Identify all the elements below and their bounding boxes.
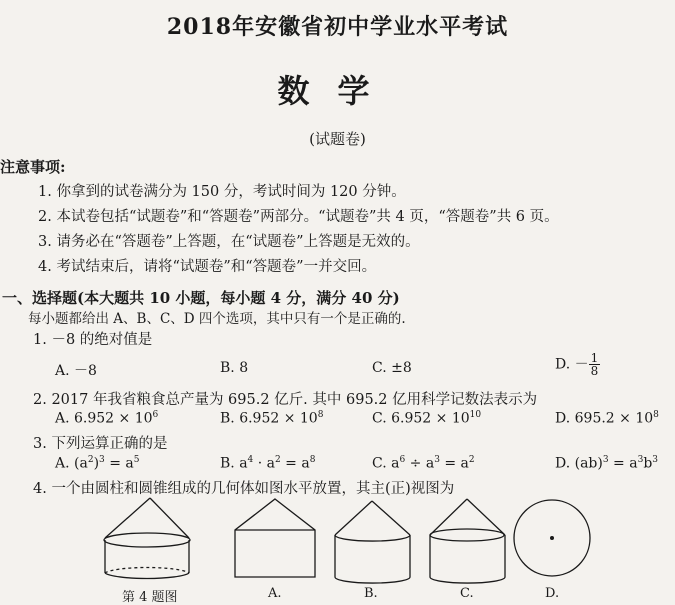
option-exponent: 10	[469, 410, 482, 420]
expr-exp: 5	[133, 455, 140, 465]
question-2-option-d	[555, 410, 659, 427]
notes-heading: 注意事项:	[0, 158, 66, 176]
expr-exp: 3	[602, 455, 609, 465]
expr-exp: 6	[399, 455, 406, 465]
question-1-option-d	[555, 352, 600, 377]
exam-title: 2018年安徽省初中学业水平考试	[166, 14, 509, 40]
note-item-1: 1. 你拿到的试卷满分为 150 分，考试时间为 120 分钟。	[38, 184, 406, 200]
question-3-option-c	[372, 455, 475, 472]
paper-type-label: (试题卷)	[309, 130, 366, 148]
option-base: C. 6.952 × 10	[372, 410, 470, 427]
option-b-figure	[335, 501, 410, 583]
question-2-option-c	[372, 410, 481, 427]
question-3-stem: 3. 下列运算正确的是	[33, 436, 168, 452]
option-c-label: C.	[460, 586, 474, 601]
expr-exp: 4	[247, 455, 254, 465]
note-item-4: 4. 考试结束后，请将“试题卷”和“答题卷”一并交回。	[38, 259, 377, 275]
expr-exp: 3	[637, 455, 644, 465]
question-4-stem: 4. 一个由圆柱和圆锥组成的几何体如图水平放置，其主(正)视图为	[33, 481, 455, 497]
expr-exp: 2	[274, 455, 281, 465]
question-3-option-b	[220, 455, 315, 472]
fraction	[589, 352, 601, 377]
option-d-label: D.	[545, 586, 560, 601]
expr-part: = a	[104, 455, 134, 472]
expr-exp: 3	[434, 455, 440, 465]
expr-part: )	[93, 455, 100, 472]
expr-exp: 3	[99, 455, 105, 465]
section-intro: 每小题都给出 A、B、C、D 四个选项，其中只有一个是正确的.	[28, 311, 406, 327]
question-1-option-a: A. －8	[55, 363, 97, 379]
expr-part: D. (ab)	[555, 455, 603, 472]
question-3-option-a	[55, 455, 139, 472]
question-1-option-b: B. 8	[220, 360, 249, 376]
option-exponent: 8	[653, 410, 659, 420]
option-b-label: B.	[364, 586, 378, 601]
option-a-label: A.	[268, 586, 282, 601]
note-item-2: 2. 本试卷包括“试题卷”和“答题卷”两部分。“试题卷”共 4 页，“答题卷”共 6 页。	[38, 209, 559, 225]
note-item-3: 3. 请务必在“答题卷”上答题，在“试题卷”上答题是无效的。	[38, 234, 420, 250]
option-exponent: 8	[317, 410, 324, 420]
expr-part: = a	[608, 455, 638, 472]
question-2-option-a	[55, 410, 158, 427]
question-1-option-d-prefix: D. －	[555, 356, 589, 373]
question-4-figures	[95, 495, 615, 585]
expr-exp: 3	[652, 455, 659, 465]
expr-part: = a	[439, 455, 469, 472]
option-a-figure	[235, 499, 315, 577]
question-1-option-c: C. ±8	[372, 360, 412, 376]
figure-cone-cylinder	[104, 498, 190, 578]
expr-part: C. a	[372, 455, 400, 472]
expr-part: = a	[280, 455, 310, 472]
option-base: D. 695.2 × 10	[555, 410, 654, 427]
option-base: B. 6.952 × 10	[220, 410, 318, 427]
expr-exp: 2	[468, 455, 475, 465]
question-3-option-d	[555, 455, 658, 472]
option-c-figure	[430, 499, 505, 583]
expr-part: A. (a	[55, 455, 88, 472]
option-exponent: 6	[152, 410, 159, 420]
expr-part: b	[643, 455, 653, 472]
expr-part: ÷ a	[405, 455, 435, 472]
expr-exp: 2	[87, 455, 94, 465]
question-2-option-b	[220, 410, 323, 427]
expr-part: · a	[253, 455, 275, 472]
center-dot	[550, 536, 554, 540]
question-1-stem: 1. －8 的绝对值是	[33, 332, 153, 348]
fraction-denominator: 8	[590, 364, 599, 378]
section-heading: 一、选择题(本大题共 10 小题，每小题 4 分，满分 40 分)	[2, 289, 400, 307]
expr-exp: 8	[309, 455, 316, 465]
subject-title: 数学	[277, 72, 398, 110]
expr-part: B. a	[220, 455, 248, 472]
fraction-numerator: 1	[590, 351, 599, 365]
figure-caption: 第 4 题图	[122, 590, 178, 605]
question-2-stem: 2. 2017 年我省粮食总产量为 695.2 亿斤. 其中 695.2 亿用科学记数法表示为	[33, 392, 538, 408]
option-base: A. 6.952 × 10	[55, 410, 153, 427]
